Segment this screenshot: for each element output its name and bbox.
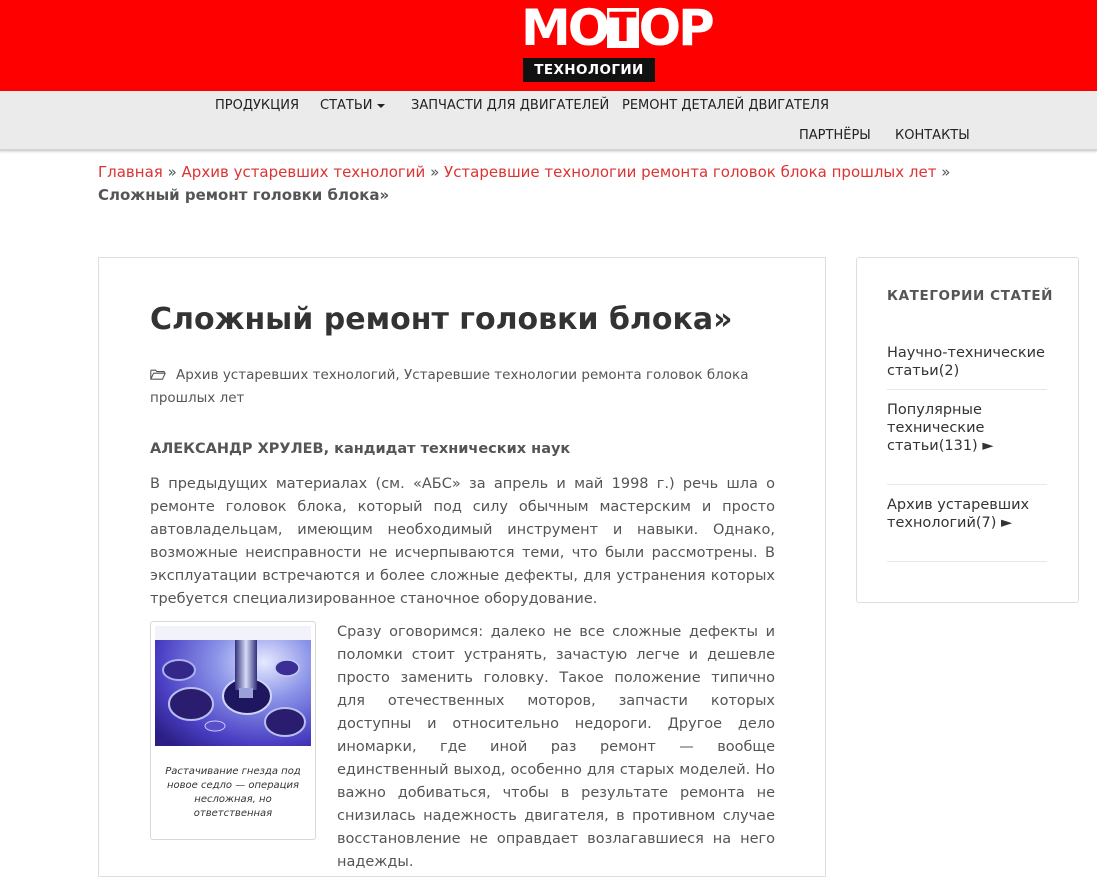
nav-item-partners[interactable]: ПАРТНЁРЫ: [799, 128, 871, 143]
article-category-link-heads[interactable]: Устаревшие технологии ремонта головок блока прошлых лет: [150, 367, 749, 406]
sidebar-divider: [887, 389, 1047, 390]
figure-caption: Растачивание гнезда под новое седло — операция несложная, но ответственная: [165, 766, 301, 819]
logo-text-part-1: МО: [521, 0, 608, 57]
article-author: АЛЕКСАНДР ХРУЛЕВ, кандидат технических наук: [150, 441, 571, 457]
sidebar-title: КАТЕГОРИИ СТАТЕЙ: [887, 288, 1054, 304]
logo-text-part-2: Т: [609, 5, 637, 51]
sidebar-item-popular[interactable]: Популярные технические статьи(131) ►: [887, 402, 994, 454]
main-navigation: [0, 91, 1097, 151]
article-title: Сложный ремонт головки блока»: [150, 302, 733, 337]
logo-subtitle: ТЕХНОЛОГИИ: [523, 58, 655, 82]
sidebar-item-archive[interactable]: Архив устаревших технологий(7) ►: [887, 497, 1030, 531]
logo-wordmark: [521, 0, 712, 57]
sidebar-categories-widget: [856, 257, 1079, 603]
logo-text-part-3: ОР: [638, 0, 712, 57]
article-category-link-archive[interactable]: Архив устаревших технологий: [176, 367, 396, 383]
sidebar-divider: [887, 484, 1047, 485]
nav-item-articles-label: СТАТЬИ: [320, 98, 373, 113]
cylinder-head-boring-image[interactable]: [155, 626, 311, 746]
article-figure: [150, 621, 316, 840]
nav-item-engine-parts[interactable]: ЗАПЧАСТИ ДЛЯ ДВИГАТЕЛЕЙ: [411, 98, 610, 113]
breadcrumb-archive-link[interactable]: Архив устаревших технологий: [181, 163, 426, 181]
nav-item-articles[interactable]: [320, 98, 385, 113]
breadcrumb-category-link[interactable]: Устаревшие технологии ремонта головок блока прошлых лет: [444, 163, 937, 181]
breadcrumb-separator: »: [941, 163, 951, 181]
breadcrumb-home-link[interactable]: Главная: [98, 163, 163, 181]
breadcrumb-current: Сложный ремонт головки блока»: [98, 186, 390, 204]
sidebar-item-scientific[interactable]: Научно-технические статьи(2): [887, 345, 1045, 379]
site-header: [0, 0, 1097, 91]
article-paragraph-1: В предыдущих материалах (см. «АБС» за апрель и май 1998 г.) речь шла о ремонте головок блока, который под силу обычным мастерским и просто автовладельцам, имеющим необходимый инструмент и навыки. Однако, возможные неисправности не исчерпываются теми, что были рассмотрены. В эксплуатации встречаются и более сложные дефекты, для устранения которых требуется специализированное станочное оборудование.: [150, 476, 775, 607]
article-card: [98, 257, 826, 877]
caret-down-icon: [377, 104, 385, 108]
category-separator: ,: [395, 367, 404, 383]
folder-icon: [150, 369, 166, 380]
breadcrumb-separator: »: [430, 163, 440, 181]
sidebar-divider: [887, 561, 1047, 562]
nav-item-contacts[interactable]: КОНТАКТЫ: [895, 128, 970, 143]
article-paragraph-2: Сразу оговоримся: далеко не все сложные дефекты и поломки стоит устранять, зачастую легче и дешевле просто заменить головку. Такое положение типично для отечественных моторов, запчасти которых доступны и относительно недороги. Другое дело иномарки, где иной раз ремонт — вообще единственный выход, особенно для старых моделей. Но важно добиваться, чтобы в результате ремонта не снизилась надежность двигателя, в противном случае восстановление не оправдает возлагавшиеся на него надежды.: [337, 624, 775, 870]
nav-item-products[interactable]: ПРОДУКЦИЯ: [215, 98, 300, 113]
breadcrumb-separator: »: [167, 163, 177, 181]
site-logo[interactable]: [521, 0, 712, 82]
breadcrumb: [98, 161, 1028, 207]
article-categories: [150, 364, 780, 410]
nav-item-engine-repair[interactable]: РЕМОНТ ДЕТАЛЕЙ ДВИГАТЕЛЯ: [622, 98, 829, 113]
